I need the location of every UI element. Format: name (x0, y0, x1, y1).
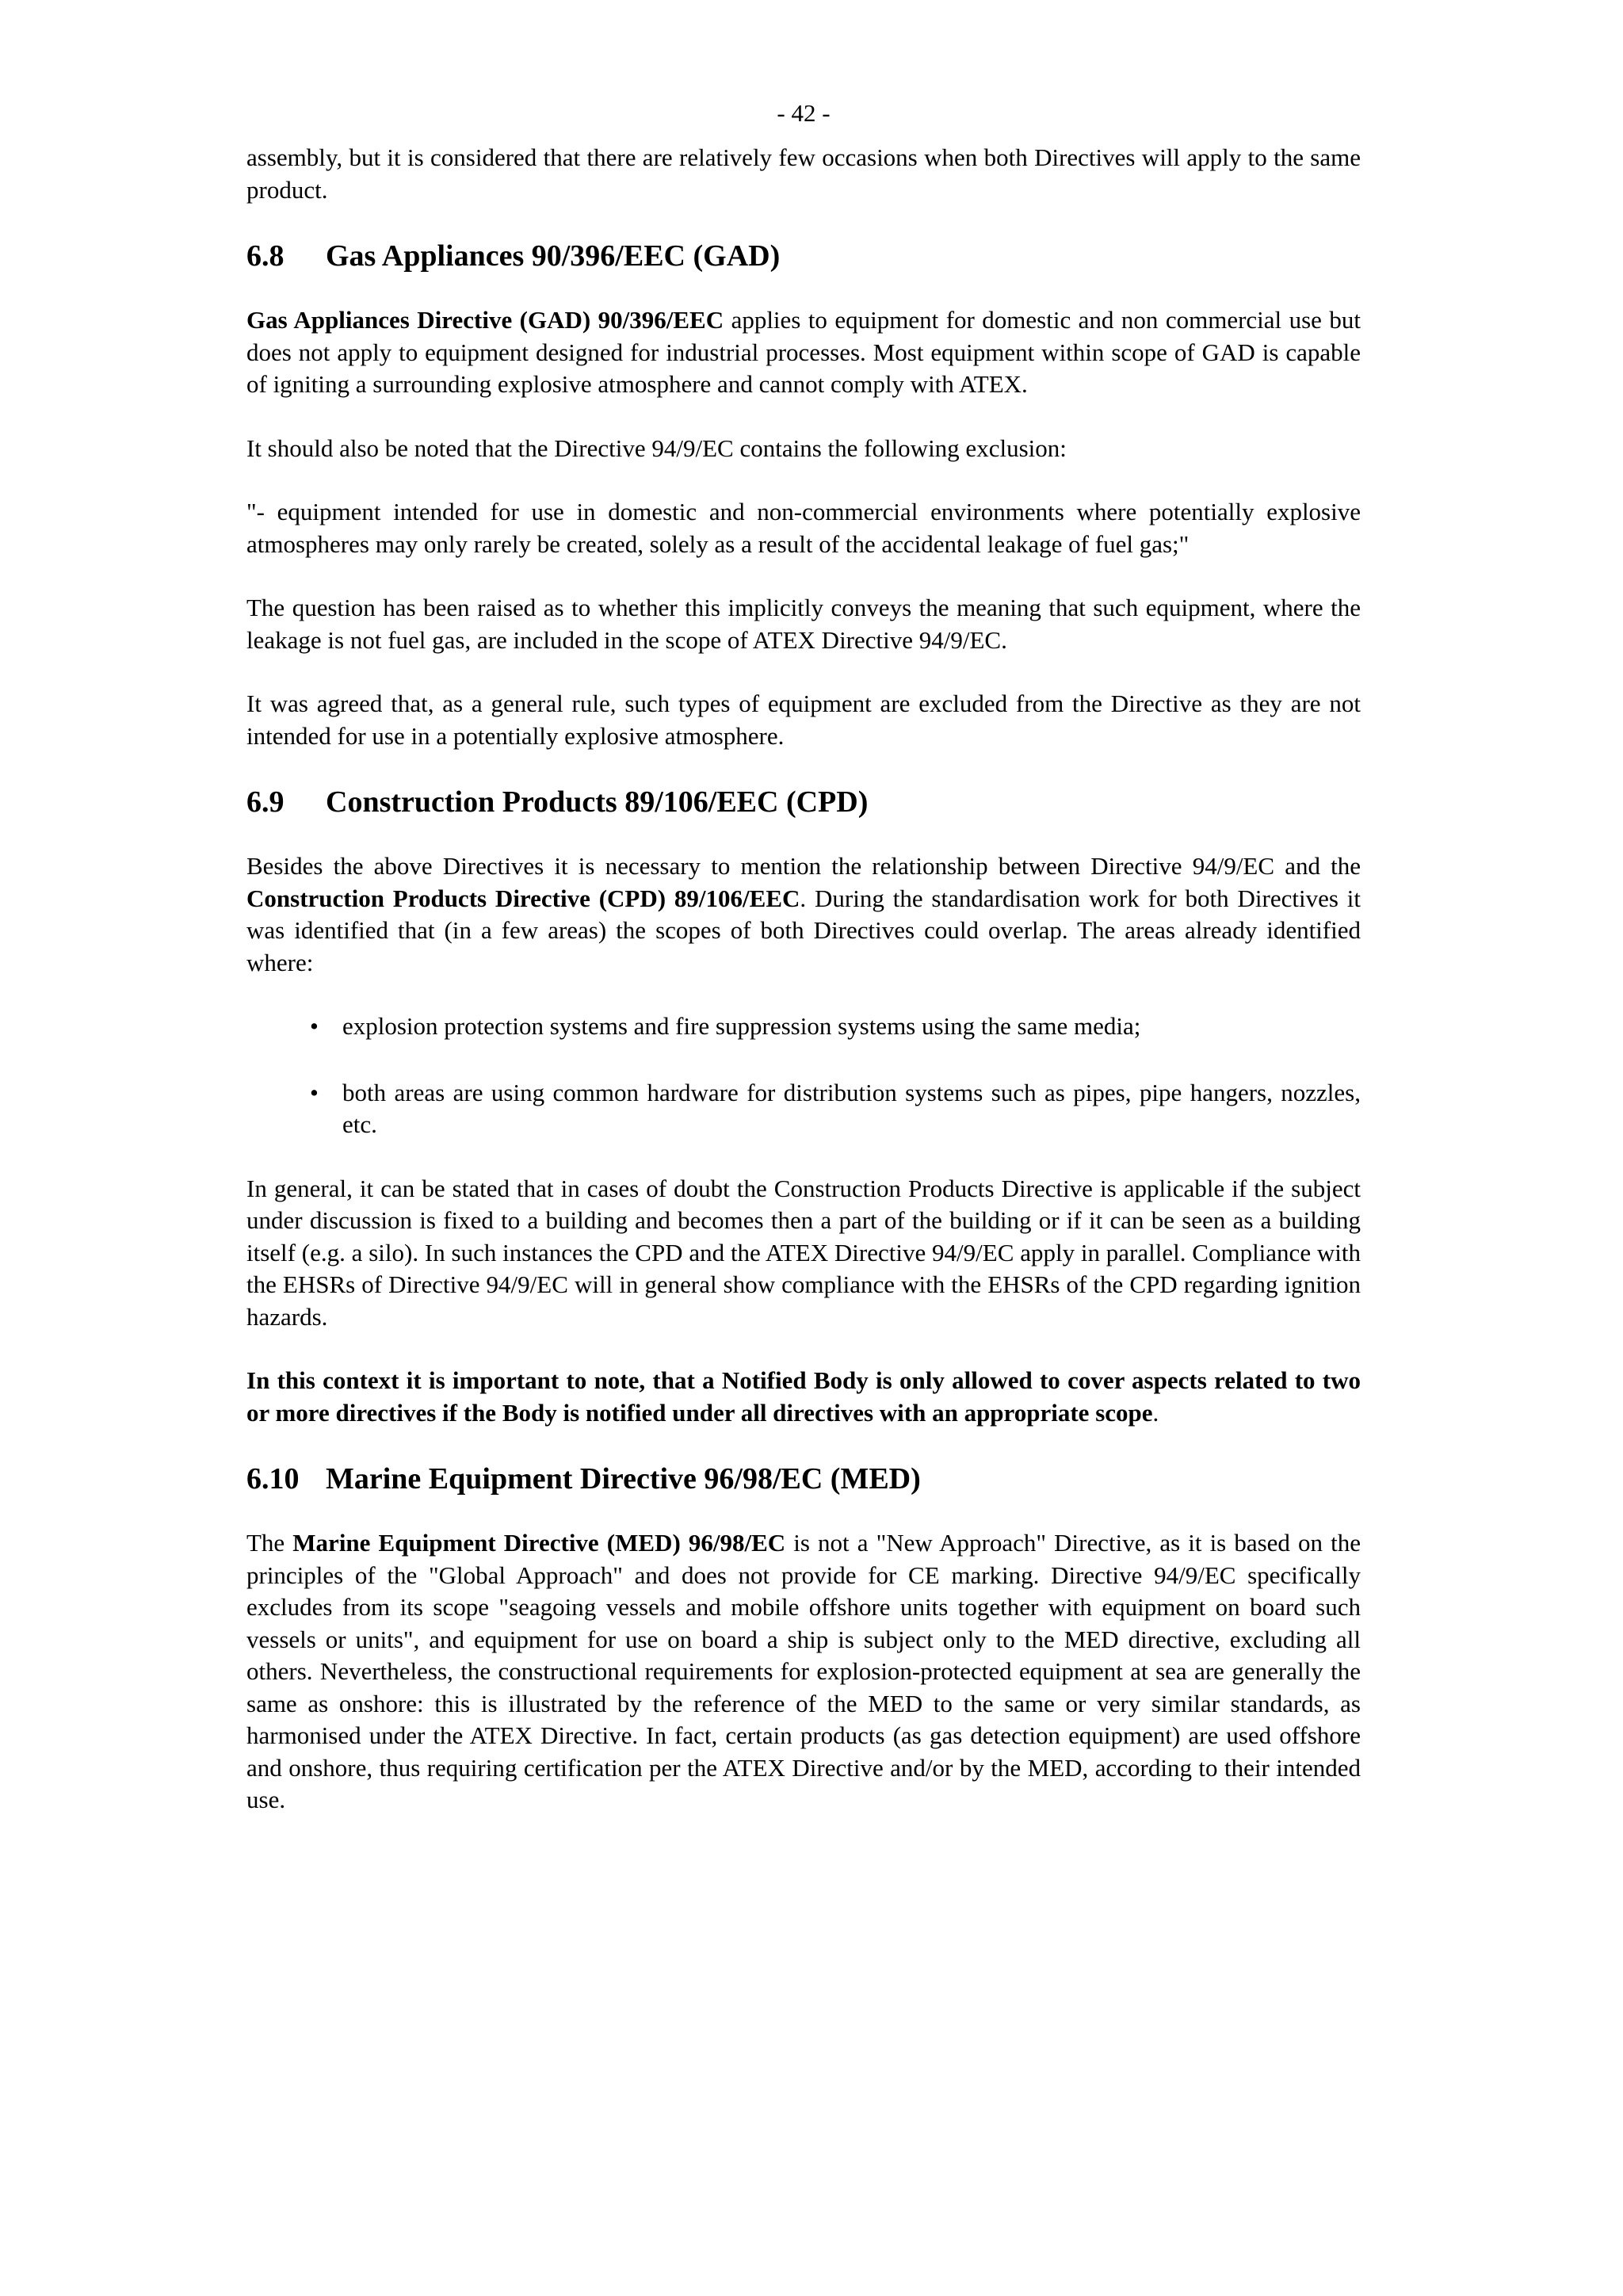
bullet-list (246, 1010, 1361, 1141)
page-content (246, 97, 1361, 1848)
intro-paragraph: assembly, but it is considered that there are relatively few occasions when both Directives will apply to the same product. (246, 143, 1361, 204)
page-number: - 42 - (777, 99, 831, 127)
bold-term: Marine Equipment Directive (MED) 96/98/EC (292, 1529, 786, 1557)
paragraph: Gas Appliances Directive (GAD) 90/396/EEC applies to equipment for domestic and non commercial use but does not apply to equipment designed for industrial processes. Most equipment within scope of GAD is capable of igniting a surrounding explosive atmosphere and cannot comply with ATEX. (246, 306, 1361, 398)
paragraph: It should also be noted that the Directive 94/9/EC contains the following exclusion: (246, 434, 1067, 462)
paragraph: It was agreed that, as a general rule, such types of equipment are excluded from the Directive as they are not intended for use in a potentially explosive atmosphere. (246, 690, 1361, 750)
section-heading-6-10 (246, 1461, 1361, 1497)
section-title: Gas Appliances 90/396/EEC (GAD) (326, 239, 781, 273)
paragraph: The Marine Equipment Directive (MED) 96/98/EC is not a "New Approach" Directive, as it is based on the principles of the "Global Approach" and does not provide for CE marking. Directive 94/9/EC specifically excludes from its scope "seagoing vessels and mobile offshore units together with equipment on board such vessels or units", and equipment for use on board a ship is subject only to the MED directive, excluding all others. Nevertheless, the constructional requirements for explosion-protected equipment at sea are generally the same as onshore: this is illustrated by the reference of the MED to the same or very similar standards, as harmonised under the ATEX Directive. In fact, certain products (as gas detection equipment) are used offshore and onshore, thus requiring certification per the ATEX Directive and/or by the MED, according to their intended use. (246, 1529, 1361, 1813)
paragraph: In general, it can be stated that in cases of doubt the Construction Products Directive is applicable if the subject under discussion is fixed to a building and becomes then a part of the building or if it can be seen as a building itself (e.g. a silo). In such instances the CPD and the ATEX Directive 94/9/EC apply in parallel. Compliance with the EHSRs of Directive 94/9/EC will in general show compliance with the EHSRs of the CPD regarding ignition hazards. (246, 1174, 1361, 1331)
section-title: Marine Equipment Directive 96/98/EC (MED) (326, 1462, 921, 1496)
section-heading-6-9 (246, 784, 1361, 820)
quoted-exclusion: "- equipment intended for use in domestic and non-commercial environments where potentially explosive atmospheres may only rarely be created, solely as a result of the accidental leakage of fuel gas;" (246, 498, 1361, 558)
bold-term: Construction Products Directive (CPD) 89/106/EEC (246, 884, 800, 912)
section-title: Construction Products 89/106/EEC (CPD) (326, 785, 869, 819)
section-number: 6.9 (246, 785, 285, 819)
list-item: • explosion protection systems and fire suppression systems using the same media; (310, 1010, 1361, 1043)
bullet-icon: • (310, 1078, 319, 1106)
section-heading-6-8 (246, 238, 1361, 274)
paragraph: Besides the above Directives it is necessary to mention the relationship between Directive 94/9/EC and the Construction Products Directive (CPD) 89/106/EEC. During the standardisation work for both Directives it was identified that (in a few areas) the scopes of both Directives could overlap. The areas already identified where: (246, 852, 1361, 976)
paragraph: The question has been raised as to whether this implicitly conveys the meaning that such equipment, where the leakage is not fuel gas, are included in the scope of ATEX Directive 94/9/EC. (246, 594, 1361, 654)
bold-term: Gas Appliances Directive (GAD) 90/396/EEC (246, 306, 724, 334)
section-number: 6.8 (246, 239, 285, 273)
bullet-icon: • (310, 1012, 319, 1040)
bold-notice: In this context it is important to note, that a Notified Body is only allowed to cover aspects related to two or more directives if the Body is notified under all directives with an appropriate scope. (246, 1366, 1361, 1427)
list-item: • both areas are using common hardware for distribution systems such as pipes, pipe hangers, nozzles, etc. (310, 1078, 1361, 1138)
section-number: 6.10 (246, 1462, 300, 1496)
